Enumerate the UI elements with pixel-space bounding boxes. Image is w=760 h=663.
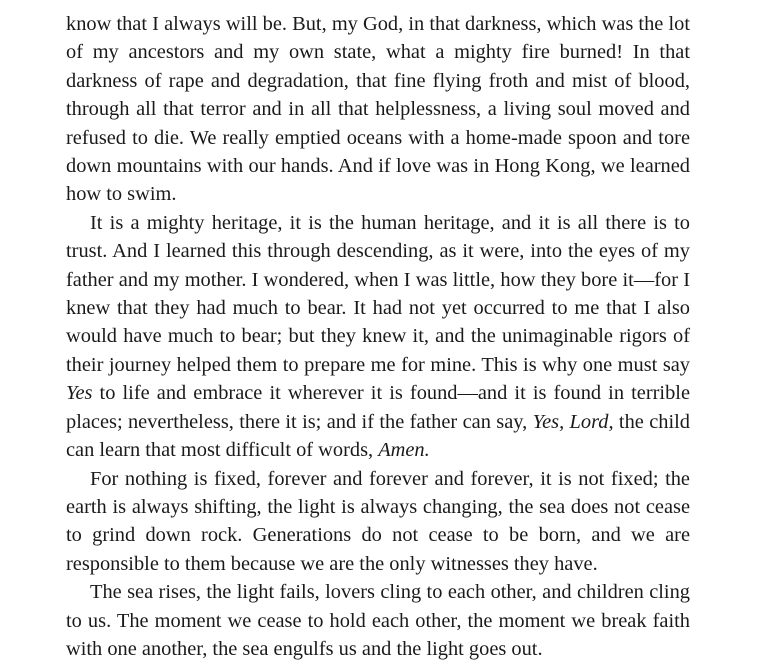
- paragraph-4: [66, 578, 690, 663]
- paragraph-2-italic-yes-lord: Yes, Lord,: [532, 410, 614, 433]
- paragraph-2-italic-amen: Amen.: [378, 439, 430, 462]
- paragraph-1-text: know that I always will be. But, my God, in that darkness, which was the lot of my ancestors and my own state, what a mighty fire burned! In that darkness of rape and degradation, that fine flying froth and mist of blood, through all that terror and in all that helplessness, a living soul moved and refused to die. We really emptied oceans with a home-made spoon and tore down mountains with our hands. And if love was in Hong Kong, we learned how to swim.: [66, 13, 690, 206]
- paragraph-2: [66, 209, 690, 465]
- paragraph-2-text-c: the child can learn that most difficult of words,: [66, 410, 690, 462]
- document-page: [66, 10, 690, 663]
- paragraph-3: [66, 465, 690, 579]
- paragraph-2-italic-yes: Yes: [66, 382, 93, 405]
- paragraph-2-text-a: It is a mighty heritage, it is the human heritage, and it is all there is to trust. And I learned this through descending, as it were, into the eyes of my father and my mother. I wondered, when I was little, how they bore it—for I knew that they had much to bear. It had not yet occurred to me that I also would have much to bear; but they knew it, and the unimaginable rigors of their journey helped them to prepare me for mine. This is why one must say: [66, 211, 690, 376]
- paragraph-4-text: The sea rises, the light fails, lovers cling to each other, and children cling to us. The moment we cease to hold each other, the moment we break faith with one another, the sea engulfs us and the light goes out.: [66, 581, 690, 660]
- paragraph-3-text: For nothing is fixed, forever and forever and forever, it is not fixed; the earth is always shifting, the light is always changing, the sea does not cease to grind down rock. Generations do not cease to be born, and we are responsible to them because we are the only witnesses they have.: [66, 467, 690, 575]
- paragraph-1: [66, 10, 690, 209]
- paragraph-2-text-b: to life and embrace it wherever it is found—and it is found in terrible places; nevertheless, there it is; and if the father can say,: [66, 382, 690, 433]
